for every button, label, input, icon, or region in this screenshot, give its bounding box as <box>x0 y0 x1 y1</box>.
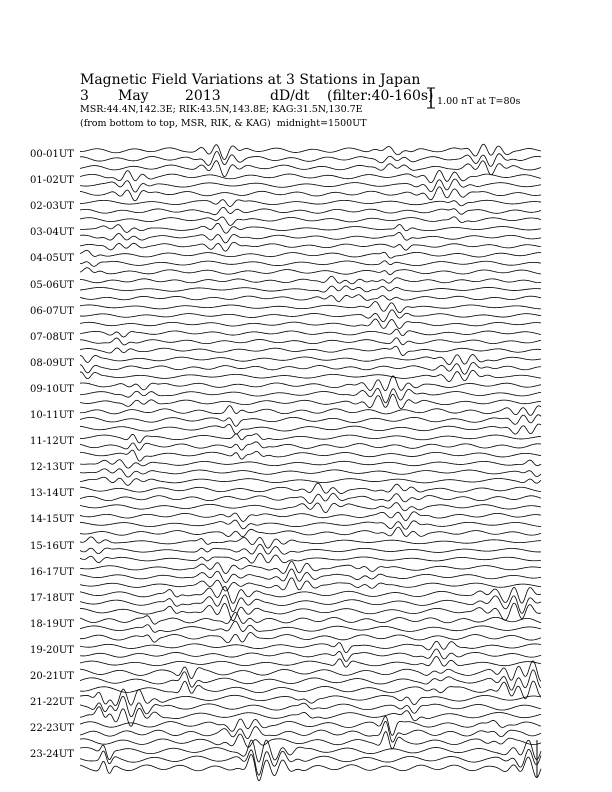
row-label-09-10UT: 09-10UT <box>30 383 74 395</box>
trace-15-16UT-MSR <box>80 553 541 563</box>
trace-19-20UT-RIK <box>80 649 541 661</box>
trace-16-17UT-MSR <box>80 578 541 591</box>
row-label-01-02UT: 01-02UT <box>30 175 74 187</box>
trace-13-14UT-KAG <box>80 483 541 493</box>
trace-14-15UT-MSR <box>80 527 541 537</box>
trace-10-11UT-RIK <box>80 415 541 427</box>
row-label-22-23UT: 22-23UT <box>30 723 74 735</box>
trace-16-17UT-KAG <box>80 562 541 574</box>
trace-05-06UT-RIK <box>80 286 541 292</box>
trace-17-18UT-MSR <box>80 603 541 621</box>
day-label: 3 <box>80 88 89 104</box>
scale-bar-label: 1.00 nT at T=80s <box>437 96 521 107</box>
trace-18-19UT-MSR <box>80 633 541 643</box>
row-label-18-19UT: 18-19UT <box>30 618 74 630</box>
trace-12-13UT-RIK <box>80 469 541 477</box>
trace-02-03UT-MSR <box>80 217 541 226</box>
row-label-04-05UT: 04-05UT <box>30 253 74 265</box>
trace-19-20UT-MSR <box>80 656 541 667</box>
trace-15-16UT-KAG <box>80 537 541 548</box>
row-label-19-20UT: 19-20UT <box>30 644 74 656</box>
trace-03-04UT-MSR <box>80 242 541 251</box>
quantity-label: dD/dt <box>270 88 310 104</box>
trace-05-06UT-MSR <box>80 295 541 302</box>
trace-01-02UT-KAG <box>80 171 541 183</box>
row-label-20-21UT: 20-21UT <box>30 671 74 683</box>
trace-20-21UT-MSR <box>80 681 541 699</box>
trace-04-05UT-KAG <box>80 250 541 258</box>
trace-13-14UT-RIK <box>80 493 541 503</box>
trace-00-01UT-KAG <box>80 144 541 159</box>
row-label-10-11UT: 10-11UT <box>30 410 74 422</box>
trace-10-11UT-KAG <box>80 406 541 416</box>
trace-02-03UT-KAG <box>80 200 541 207</box>
row-label-05-06UT: 05-06UT <box>30 279 74 291</box>
trace-11-12UT-RIK <box>80 442 541 451</box>
row-label-08-09UT: 08-09UT <box>30 357 74 369</box>
row-label-14-15UT: 14-15UT <box>30 514 74 526</box>
row-label-15-16UT: 15-16UT <box>30 540 74 552</box>
trace-03-04UT-KAG <box>80 223 541 233</box>
trace-05-06UT-KAG <box>80 276 541 284</box>
row-label-12-13UT: 12-13UT <box>30 462 74 474</box>
trace-22-23UT-KAG <box>80 716 541 735</box>
trace-14-15UT-KAG <box>80 512 541 522</box>
trace-07-08UT-KAG <box>80 329 541 337</box>
trace-08-09UT-RIK <box>80 362 541 374</box>
trace-23-24UT-KAG <box>80 740 541 762</box>
trace-10-11UT-MSR <box>80 424 541 434</box>
trace-01-02UT-RIK <box>80 179 541 192</box>
trace-06-07UT-MSR <box>80 319 541 328</box>
trace-00-01UT-RIK <box>80 151 541 166</box>
trace-13-14UT-MSR <box>80 503 541 513</box>
trace-21-22UT-KAG <box>80 689 541 706</box>
month-label: May <box>118 88 149 104</box>
row-label-17-18UT: 17-18UT <box>30 592 74 604</box>
trace-18-19UT-RIK <box>80 621 541 632</box>
trace-09-10UT-MSR <box>80 394 541 409</box>
row-label-02-03UT: 02-03UT <box>30 201 74 213</box>
trace-11-12UT-KAG <box>80 434 541 443</box>
trace-06-07UT-RIK <box>80 310 541 322</box>
trace-04-05UT-RIK <box>80 261 541 267</box>
trace-16-17UT-RIK <box>80 569 541 582</box>
row-label-16-17UT: 16-17UT <box>30 566 74 578</box>
row-label-07-08UT: 07-08UT <box>30 331 74 343</box>
trace-14-15UT-RIK <box>80 520 541 529</box>
row-label-13-14UT: 13-14UT <box>30 488 74 500</box>
row-label-00-01UT: 00-01UT <box>30 149 74 161</box>
trace-12-13UT-MSR <box>80 477 541 485</box>
trace-11-12UT-MSR <box>80 450 541 461</box>
row-label-06-07UT: 06-07UT <box>30 305 74 317</box>
trace-08-09UT-MSR <box>80 370 541 381</box>
row-label-21-22UT: 21-22UT <box>30 697 74 709</box>
order-text: (from bottom to top, MSR, RIK, & KAG) <box>80 118 271 129</box>
trace-03-04UT-RIK <box>80 232 541 242</box>
trace-06-07UT-KAG <box>80 302 541 313</box>
trace-00-01UT-MSR <box>80 161 541 177</box>
filter-label: (filter:40-160s) <box>327 88 434 104</box>
trace-12-13UT-KAG <box>80 460 541 468</box>
row-label-03-04UT: 03-04UT <box>30 227 74 239</box>
stations-line: MSR:44.4N,142.3E; RIK:43.5N,143.8E; KAG:31.5N,130.7E <box>80 104 363 115</box>
trace-04-05UT-MSR <box>80 268 541 275</box>
trace-21-22UT-RIK <box>80 696 541 716</box>
trace-01-02UT-MSR <box>80 187 541 201</box>
chart-title: Magnetic Field Variations at 3 Stations in Japan <box>80 72 421 88</box>
trace-15-16UT-RIK <box>80 544 541 554</box>
row-label-23-24UT: 23-24UT <box>30 749 74 761</box>
trace-19-20UT-KAG <box>80 641 541 652</box>
trace-02-03UT-RIK <box>80 207 541 214</box>
midnight-text: midnight=1500UT <box>276 118 367 129</box>
trace-21-22UT-MSR <box>80 707 541 727</box>
trace-22-23UT-RIK <box>80 721 541 742</box>
trace-07-08UT-MSR <box>80 346 541 355</box>
year-label: 2013 <box>185 88 221 104</box>
trace-07-08UT-RIK <box>80 338 541 345</box>
row-label-11-12UT: 11-12UT <box>30 436 74 448</box>
traces <box>80 144 541 781</box>
